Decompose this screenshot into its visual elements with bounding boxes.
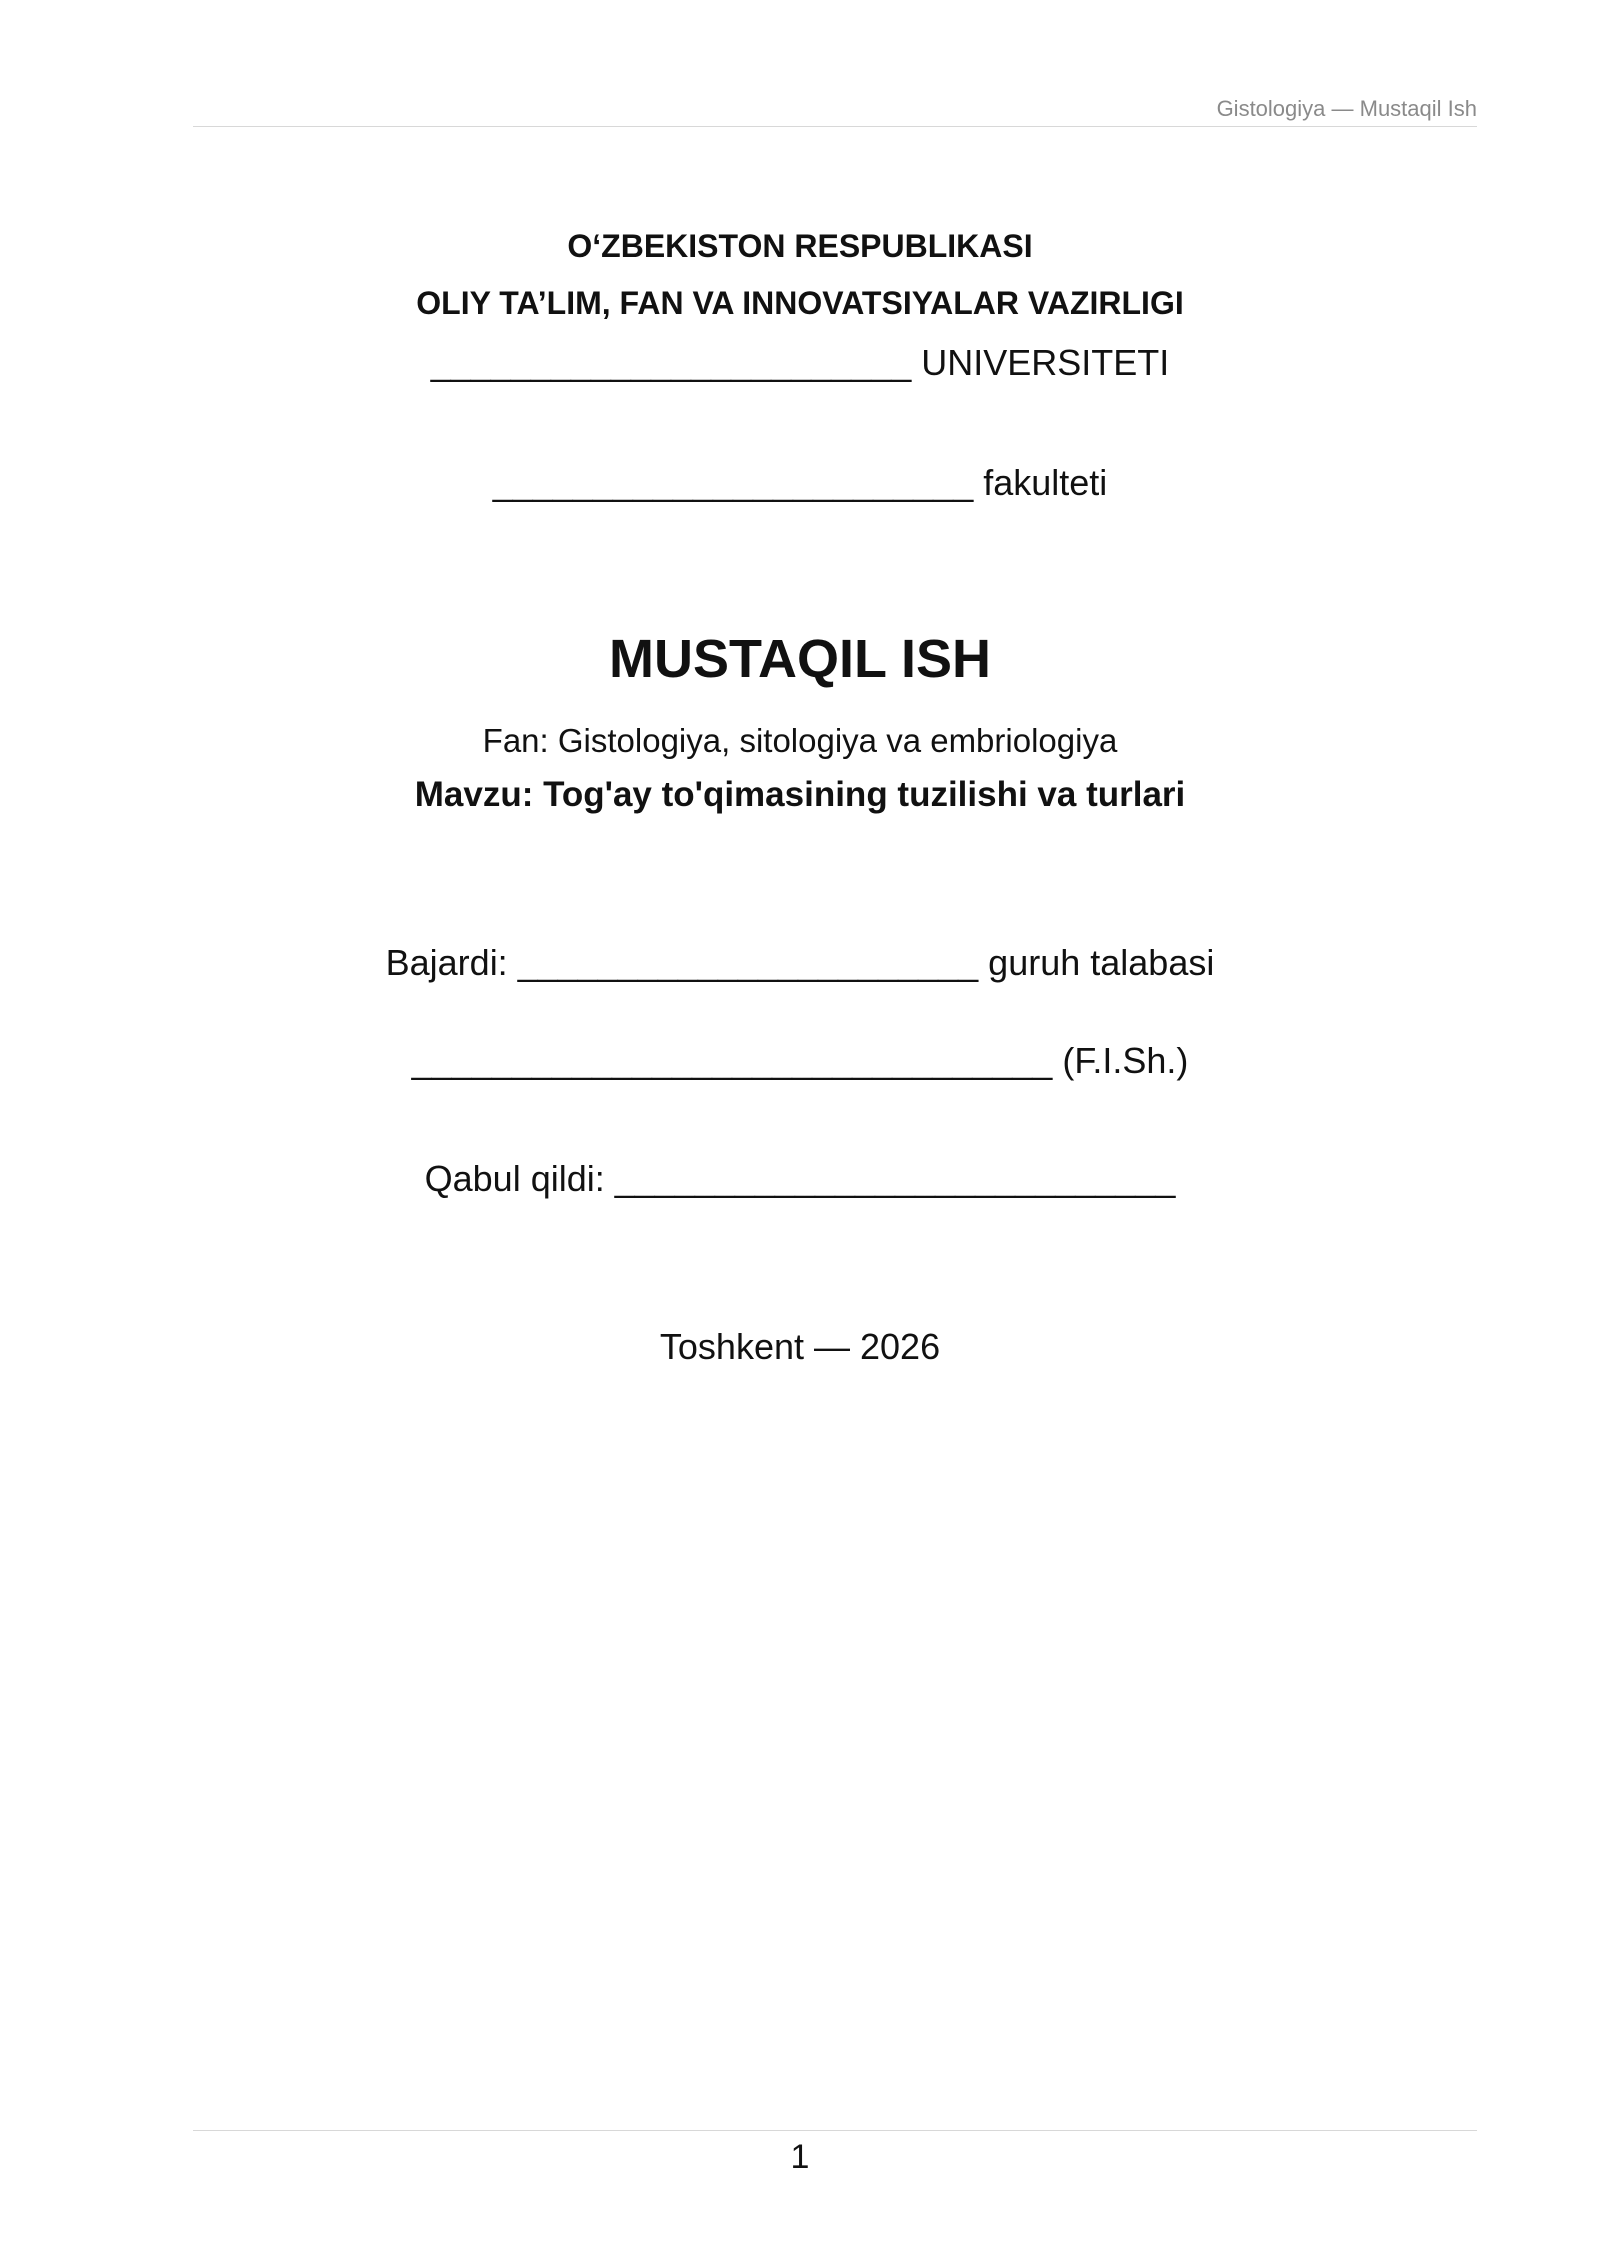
document-title: MUSTAQIL ISH [608,629,991,689]
header-divider [193,126,1477,127]
city-year: Toshkent — 2026 [659,1326,941,1367]
university-line: ________________________ UNIVERSITETI [430,342,1170,383]
performer-line: Bajardi: _______________________ guruh talabasi [385,942,1215,983]
full-name-line: ________________________________ (F.I.Sh.) [411,1040,1189,1081]
page-number: 1 [790,2138,810,2176]
subject-line: Fan: Gistologiya, sitologiya va embriologiya [482,722,1118,759]
accepted-by-line: Qabul qildi: ____________________________ [424,1158,1176,1199]
faculty-line: ________________________ fakulteti [492,462,1108,503]
footer-divider [193,2130,1477,2131]
topic-line: Mavzu: Tog'ay to'qimasining tuzilishi va turlari [414,775,1186,814]
ministry-line-2: OLIY TA’LIM, FAN VA INNOVATSIYALAR VAZIRLIGI [416,285,1184,321]
running-header: Gistologiya — Mustaqil Ish [1216,96,1477,121]
ministry-line-1: O‘ZBEKISTON RESPUBLIKASI [567,228,1033,264]
